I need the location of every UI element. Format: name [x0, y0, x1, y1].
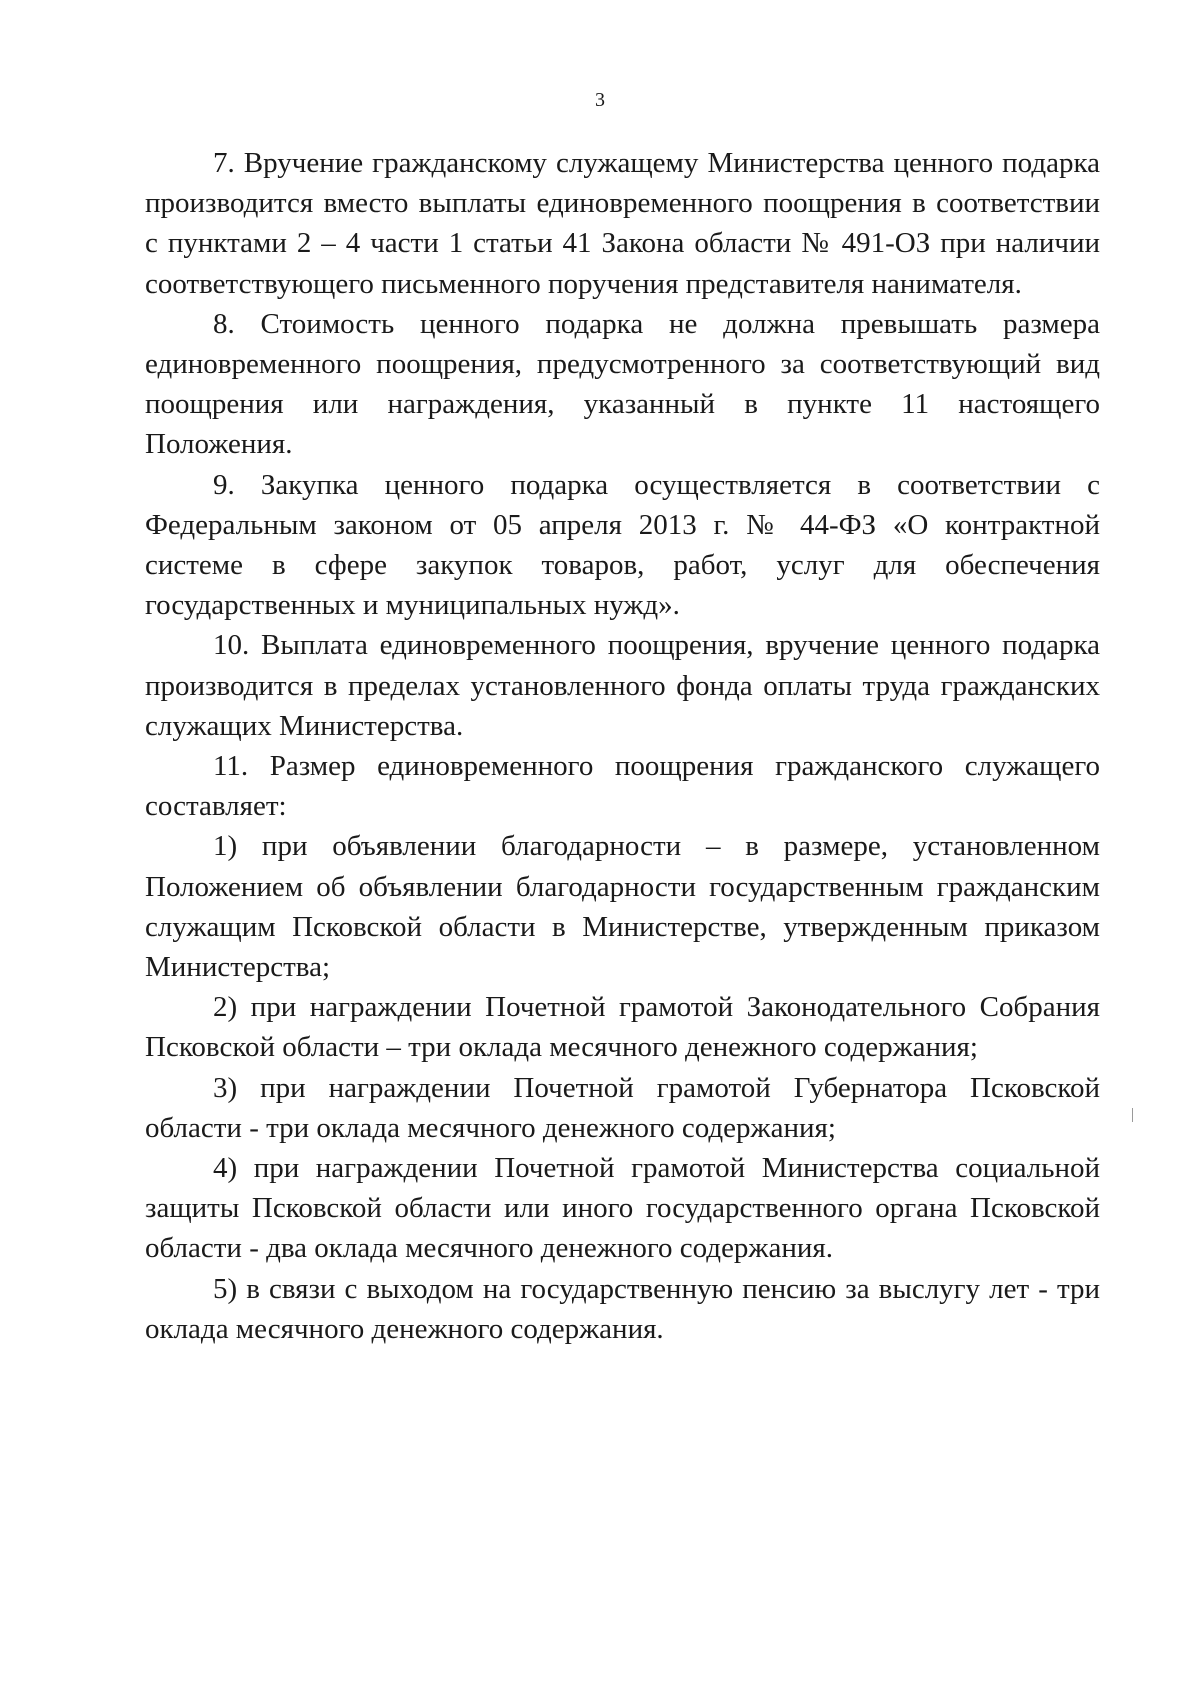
- page-number: 3: [595, 89, 605, 111]
- paragraph-11: 11. Размер единовременного поощрения гражданского служащего составляет:: [145, 750, 1100, 823]
- paragraph-8: 8. Стоимость ценного подарка не должна превышать размера единовременного поощрения, предусмотренного за соответствующий вид поощрения или награждения, указанный в пункте 11 настоящего Положения.: [145, 307, 1100, 461]
- document-body: [145, 143, 1100, 1349]
- paragraph-7: 7. Вручение гражданскому служащему Министерства ценного подарка производится вместо выплаты единовременного поощрения в соответствии с пунктами 2 – 4 части 1 статьи 41 Закона области № 491-ОЗ при наличии соответствующего письменного поручения представителя нанимателя.: [145, 147, 1100, 300]
- list-item-4: 4) при награждении Почетной грамотой Министерства социальной защиты Псковской области или иного государственного органа Псковской области - два оклада месячного денежного содержания.: [145, 1152, 1100, 1265]
- list-item-5: 5) в связи с выходом на государственную пенсию за выслугу лет - три оклада месячного денежного содержания.: [145, 1272, 1100, 1345]
- paragraph-10: 10. Выплата единовременного поощрения, вручение ценного подарка производится в пределах установленного фонда оплаты труда гражданских служащих Министерства.: [145, 629, 1100, 742]
- list-item-2: 2) при награждении Почетной грамотой Законодательного Собрания Псковской области – три оклада месячного денежного содержания;: [145, 991, 1100, 1064]
- paragraph-9: 9. Закупка ценного подарка осуществляется в соответствии с Федеральным законом от 05 апреля 2013 г. № 44-ФЗ «О контрактной системе в сфере закупок товаров, работ, услуг для обеспечения государственных и муниципальных нужд».: [145, 468, 1100, 622]
- list-item-3: 3) при награждении Почетной грамотой Губернатора Псковской области - три оклада месячного денежного содержания;: [145, 1071, 1100, 1144]
- scan-artifact: [1132, 1108, 1133, 1122]
- list-item-1: 1) при объявлении благодарности – в размере, установленном Положением об объявлении благодарности государственным гражданским служащим Псковской области в Министерстве, утвержденным приказом Министерства;: [145, 830, 1100, 984]
